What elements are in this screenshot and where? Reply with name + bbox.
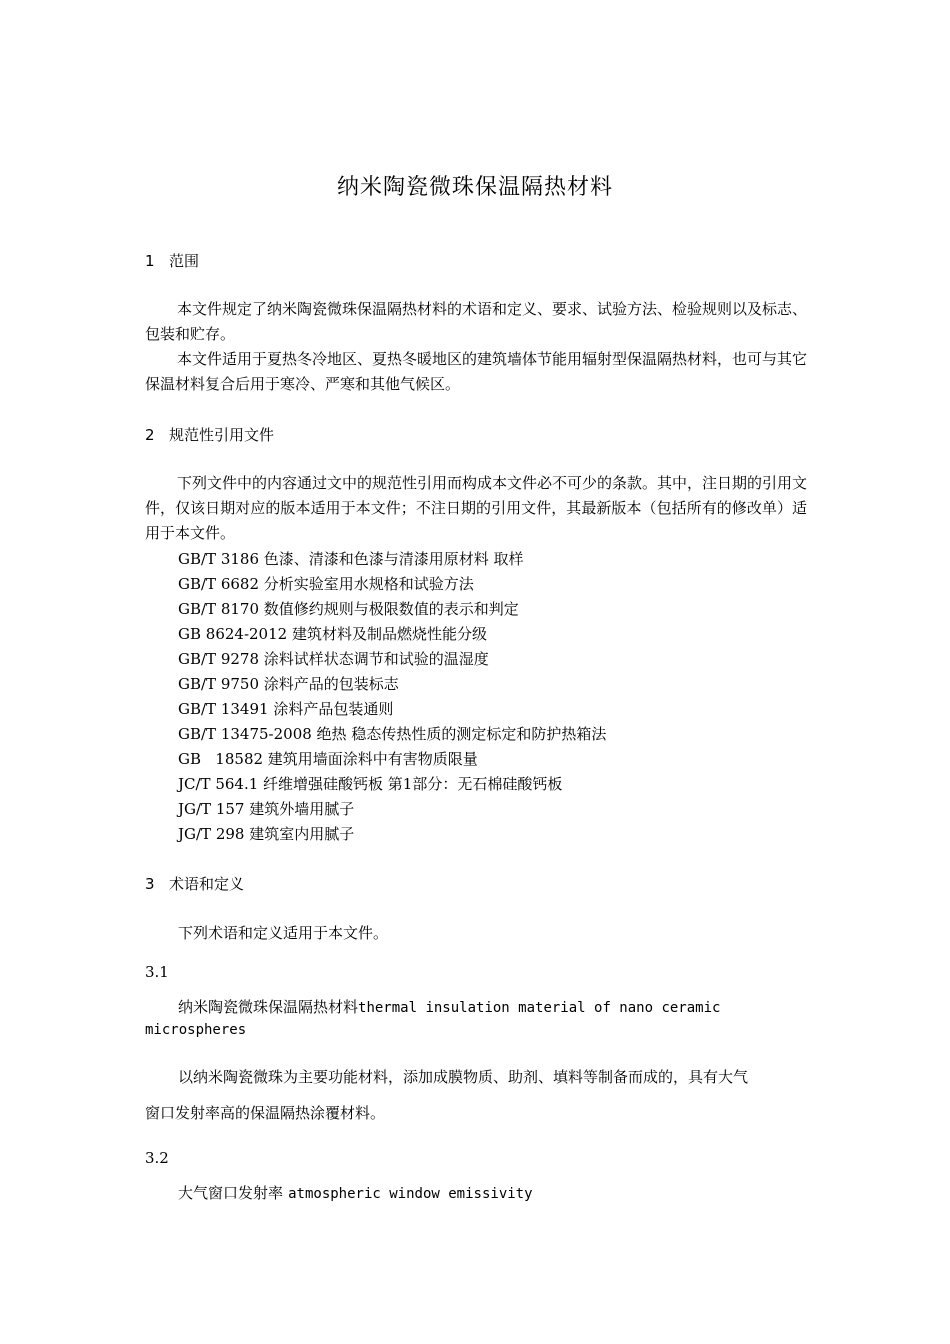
reference-item: GB/T 13491 涂料产品包装通则 xyxy=(178,700,394,718)
reference-item: GB/T 13475-2008 绝热 稳态传热性质的测定标定和防护热箱法 xyxy=(178,725,607,743)
reference-item: GB 8624-2012 建筑材料及制品燃烧性能分级 xyxy=(178,625,487,643)
section-2-intro: 下列文件中的内容通过文中的规范性引用而构成本文件必不可少的条款。其中，注日期的引用文件，仅该日期对应的版本适用于本文件；不注日期的引用文件，其最新版本（包括所有的修改单）适用于本文件。 xyxy=(145,474,808,542)
section-1-paragraph-2: 本文件适用于夏热冬冷地区、夏热冬暖地区的建筑墙体节能用辐射型保温隔热材料，也可与其它保温材料复合后用于寒冷、严寒和其他气候区。 xyxy=(145,350,808,393)
reference-item: JC/T 564.1 纤维增强硅酸钙板 第1部分：无石棉硅酸钙板 xyxy=(178,775,563,793)
section-3-number: 3 xyxy=(145,875,155,893)
section-1-paragraph-1: 本文件规定了纳米陶瓷微珠保温隔热材料的术语和定义、要求、试验方法、检验规则以及标志、包装和贮存。 xyxy=(145,300,808,343)
section-1-heading xyxy=(145,250,199,271)
term-3-2-number: 3.2 xyxy=(145,1149,169,1167)
reference-item: GB/T 9750 涂料产品的包装标志 xyxy=(178,675,399,693)
term-3-1-chinese: 纳米陶瓷微珠保温隔热材料 xyxy=(178,998,359,1016)
term-3-1-heading xyxy=(178,996,720,1017)
section-3-title: 术语和定义 xyxy=(169,875,245,893)
term-3-1-definition-line-2: 窗口发射率高的保温隔热涂覆材料。 xyxy=(145,1104,386,1122)
section-3-intro: 下列术语和定义适用于本文件。 xyxy=(178,924,389,942)
reference-item: JG/T 157 建筑外墙用腻子 xyxy=(178,800,355,818)
reference-item: GB/T 3186 色漆、清漆和色漆与清漆用原材料 取样 xyxy=(178,550,524,568)
term-3-2-heading xyxy=(178,1182,533,1203)
term-3-2-english: atmospheric window emissivity xyxy=(288,1186,533,1202)
section-1-title: 范围 xyxy=(169,252,200,270)
section-2-title: 规范性引用文件 xyxy=(169,426,275,444)
section-1-number: 1 xyxy=(145,252,155,270)
section-3-heading xyxy=(145,873,244,894)
term-3-1-number: 3.1 xyxy=(145,963,169,981)
term-3-1-definition-line-1: 以纳米陶瓷微珠为主要功能材料，添加成膜物质、助剂、填料等制备而成的，具有大气 xyxy=(178,1068,749,1086)
document-title: 纳米陶瓷微珠保温隔热材料 xyxy=(336,175,613,200)
term-3-1-english-continued: microspheres xyxy=(145,1022,247,1038)
reference-item: GB 18582 建筑用墙面涂料中有害物质限量 xyxy=(178,750,478,768)
reference-item: GB/T 8170 数值修约规则与极限数值的表示和判定 xyxy=(178,600,519,618)
reference-item: JG/T 298 建筑室内用腻子 xyxy=(178,825,355,843)
section-2-number: 2 xyxy=(145,426,155,444)
term-3-1-english: thermal insulation material of nano ceramic xyxy=(358,1000,721,1016)
reference-item: GB/T 9278 涂料试样状态调节和试验的温湿度 xyxy=(178,650,489,668)
reference-item: GB/T 6682 分析实验室用水规格和试验方法 xyxy=(178,575,474,593)
term-3-2-chinese: 大气窗口发射率 xyxy=(178,1184,284,1202)
section-2-heading xyxy=(145,424,274,445)
